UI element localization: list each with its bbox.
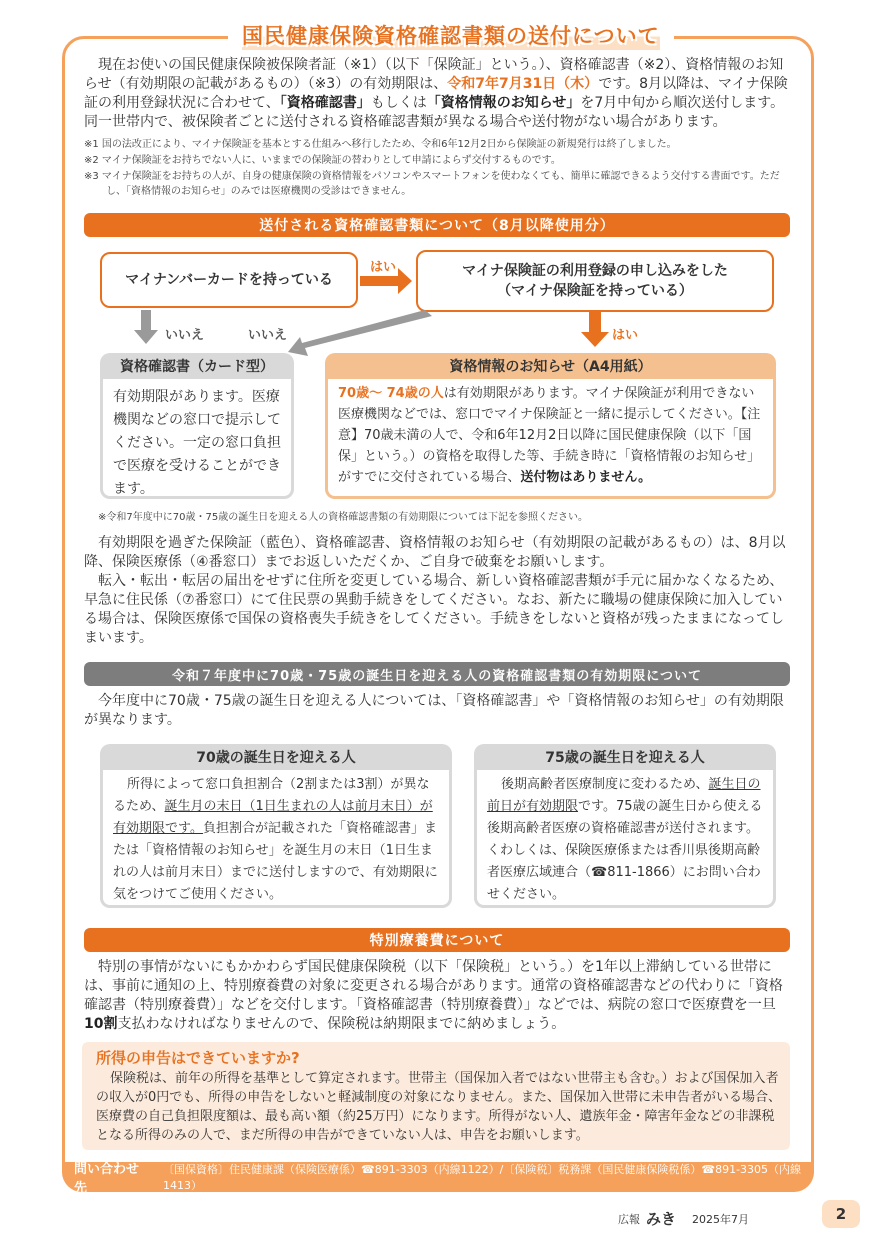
page-number: 2: [822, 1200, 860, 1228]
publication-info: [618, 1208, 749, 1229]
flow-box-mynumber: マイナンバーカードを持っている: [100, 252, 358, 308]
card-age-75-text-2: です。75歳の誕生日から使える後期高齢者医療の資格確認書が送付されます。くわしくは、保険医療係または香川県後期高齢者医療広域連合（☎811-1866）にお問い合わせください。: [487, 799, 763, 902]
contact-footer: [62, 1162, 814, 1196]
flow-label-yes-2: はい: [612, 328, 639, 343]
special-full-cost: 10割: [84, 1016, 118, 1032]
return-paragraph: 有効期限を過ぎた保険証（藍色）、資格確認書、資格情報のお知らせ（有効期限の記載があるもの）は、8月以降、保険医療係（④番窓口）までお返しいただくか、ご自身で破棄をお願いします。: [84, 535, 786, 570]
intro-text-4: を7月中旬から順次送付します。同一世帯内で、被保険者ごとに送付される資格確認書類が異なる場合や送付物がない場合があります。: [84, 95, 785, 130]
arrow-yes-down: [581, 312, 609, 347]
card-age-70: [100, 744, 452, 908]
card-age-75-deadline: 誕生日の前日が有効期限: [487, 777, 761, 814]
card-age-75-title: 75歳の誕生日を迎える人: [545, 750, 705, 766]
note-3: ※3 マイナ保険証をお持ちの人が、自身の健康保険の資格情報をパソコンやスマートフォンを使わなくても、簡単に確認できるよう交付する書面です。ただし、「資格情報のお知らせ」のみでは医療機関の受診はできません。: [84, 171, 780, 197]
flow-label-yes-1: はい: [370, 260, 397, 275]
card-age-75-body: [474, 770, 776, 908]
intro-deadline: 令和7年7月31日（木）: [447, 76, 599, 92]
card-age-70-text-1: 所得によって窓口負担割合（2割または3割）が異なるため、: [113, 777, 430, 814]
special-paragraph: [84, 958, 792, 1034]
section-bar-special: 特別療養費について: [84, 928, 790, 952]
note-2: ※2 マイナ保険証をお持ちでない人に、いままでの保険証の替わりとして申請によらず交付するものです。: [84, 155, 561, 166]
flow-label-no-1: いいえ: [165, 328, 205, 343]
flow-box-registered-line2: （マイナ保険証を持っている）: [497, 283, 693, 299]
intro-doc-2: 「資格情報のお知らせ」: [426, 95, 581, 111]
intro-text-3: もしくは: [370, 95, 427, 111]
card-qualification: [100, 353, 294, 499]
card-info-none: 送付物はありません。: [520, 470, 652, 485]
address-paragraph: 転入・転出・転居の届出をせずに住所を変更している場合、新しい資格確認書類が手元に届かなくなるため、早急に住民係（⑦番窓口）にて住民票の異動手続きをしてください。なお、新たに職場の健康保険に加入している場合は、保険医療係で国保の資格喪失手続きをしてください。手続きをしないと資格が残ったままになってしまいます。: [84, 573, 784, 646]
arrow-no-down: [134, 310, 158, 344]
card-info-age: 70歳～ 74歳の人: [338, 386, 444, 401]
special-text-2: 支払わなければなりませんので、保険税は納期限までに納めましょう。: [117, 1016, 566, 1032]
flow-label-no-2: いいえ: [248, 328, 288, 343]
card-qualification-body: 有効期限があります。医療機関などの窓口で提示してください。一定の窓口負担で医療を受けることができます。: [100, 379, 294, 499]
card-age-75: [474, 744, 776, 908]
contact-label: 問い合わせ先: [74, 1162, 140, 1196]
publication-logo: みき: [646, 1210, 677, 1228]
section-bar-documents: 送付される資格確認書類について（8月以降使用分）: [84, 213, 790, 237]
intro-text-2: です。8月以降は、マイナ保険証の利用登録状況に合わせて、: [84, 76, 788, 111]
card-info-text: は有効期限があります。マイナ保険証が利用できない医療機関などでは、窓口でマイナ保険証と一緒に提示してください。【注意】70歳未満の人で、令和6年12月2日以降に国民健康保険（以下「国保」という。）の資格を取得した等、手続き時に「資格情報のお知らせ」がすでに交付されている場合、: [338, 386, 761, 485]
intro-doc-1: 「資格確認書」: [279, 95, 371, 111]
card-age-70-deadline: 誕生月の末日（1日生まれの人は前月末日）が有効期限です。: [113, 799, 433, 836]
tax-title: 所得の申告はできていますか?: [96, 1049, 300, 1067]
page-title: 国民健康保険資格確認書類の送付について: [242, 20, 660, 50]
flow-note: ※令和7年度中に70歳・75歳の誕生日を迎える人の資格確認書類の有効期限については下記を参照ください。: [98, 512, 588, 523]
card-age-70-title: 70歳の誕生日を迎える人: [196, 750, 356, 766]
card-age-70-text-2: 負担割合が記載された「資格確認書」または「資格情報のお知らせ」を誕生月の末日（1日生まれの人は前月末日）までに送付しますので、有効期限に気をつけてご使用ください。: [113, 821, 438, 902]
contact-text: 〔国保資格〕住民健康課（保険医療係）☎891-3303（内線1122）/〔保険税〕税務課（国民健康保険税係）☎891-3305（内線1413）: [163, 1163, 802, 1192]
note-1: ※1 国の法改正により、マイナ保険証を基本とする仕組みへ移行したため、令和6年12月2日から保険証の新規発行は終了しました。: [84, 139, 677, 150]
card-qualification-title: 資格確認書（カード型）: [120, 359, 274, 375]
card-age-70-body: [100, 770, 452, 908]
flow-arrows: [0, 0, 874, 400]
card-info-notice: [325, 353, 776, 499]
publication-name: 広報: [618, 1212, 640, 1226]
birthday-paragraph: 今年度中に70歳・75歳の誕生日を迎える人については、「資格確認書」や「資格情報のお知らせ」の有効期限が異なります。: [84, 693, 784, 728]
card-info-notice-title: 資格情報のお知らせ（A4用紙）: [449, 359, 652, 375]
section-bar-birthday: 令和７年度中に70歳・75歳の誕生日を迎える人の資格確認書類の有効期限について: [84, 662, 790, 686]
card-age-75-text-1: 後期高齢者医療制度に変わるため、: [501, 777, 709, 792]
tax-body: 保険税は、前年の所得を基準として算定されます。世帯主（国保加入者ではない世帯主も含む。）および国保加入者の収入が0円でも、所得の申告をしないと軽減制度の対象になりません。また、国保加入世帯に未申告者がいる場合、医療費の自己負担限度額は、最も高い額（約25万円）になります。所得がない人、遺族年金・障害年金などの非課税となる所得のみの人で、まだ所得の申告ができていない人は、申告をお願いします。: [96, 1071, 782, 1143]
publication-date: 2025年7月: [692, 1212, 750, 1226]
card-info-notice-body: [325, 379, 776, 499]
special-text-1: 特別の事情がないにもかかわらず国民健康保険税（以下「保険税」という。）を1年以上滞納している世帯には、事前に通知の上、特別療養費の対象に変更される場合があります。通常の資格確認書などの代わりに「資格確認書（特別療養費）」などを交付します。「資格確認書（特別療養費）」などでは、病院の窓口で医療費を一旦: [84, 959, 783, 1013]
intro-text-1: 現在お使いの国民健康保険被保険者証（※1）（以下「保険証」という。）、資格確認書（※2）、資格情報のお知らせ（有効期限の記載があるもの）（※3）の有効期限は、: [84, 57, 784, 92]
arrow-no-diagonal: [288, 310, 432, 356]
flow-box-registered-line1: マイナ保険証の利用登録の申し込みをした: [462, 263, 728, 279]
